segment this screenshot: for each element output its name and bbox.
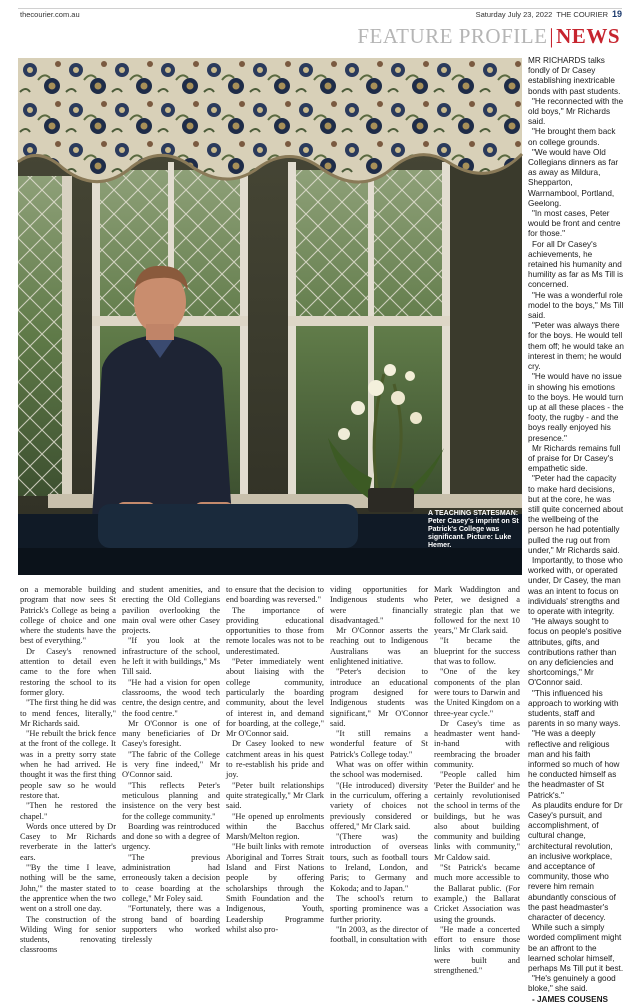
caption-head: A TEACHING STATESMAN: (428, 510, 519, 517)
byline: - JAMES COUSENS (532, 994, 608, 1004)
article-column-1 (20, 585, 116, 956)
section-divider: | (549, 24, 555, 48)
paragraph: The school's return to sporting prominence was a further priority. (330, 893, 428, 924)
paragraph: "(He introduced) diversity in the curriculum, offering a variety of choices not previously considered or offered," Mr Clark said. (330, 780, 428, 831)
photo-illustration (18, 58, 522, 575)
paragraph: "It still remains a wonderful feature of St Patrick's College today." (330, 729, 428, 759)
paragraph: What was on offer within the school was modernised. (330, 760, 428, 780)
paragraph: "Fortunately, there was a strong band of boarding supporters who worked tirelessly (122, 904, 220, 945)
paragraph: Boarding was reintroduced and done so with a degree of urgency. (122, 821, 220, 852)
paragraph: Mr O'Connor asserts the reaching out to Indigenous Australians was an enlightened initiative. (330, 626, 428, 667)
paragraph: As plaudits endure for Dr Casey's pursuit, and accomplishment, of cultural change, architectural revolution, an inclusive workplace, and acceptance of community, those who revere him remain abundantly conscious of the past headmaster's character of decency. (528, 800, 623, 923)
paragraph: "He was a wonderful role model to the boys," Ms Till said. (528, 290, 624, 321)
paragraph: "The first thing he did was to mend fences, literally," Mr Richards said. (20, 698, 116, 728)
section-name: NEWS (556, 24, 620, 48)
paragraph: Dr Casey's time as headmaster went hand-in-hand with reembracing the broader community. (434, 718, 520, 770)
paragraph: "He reconnected with the old boys," Mr Richards said. (528, 96, 624, 127)
dateline (476, 9, 622, 19)
paragraph: For all Dr Casey's achievements, he retained his humanity and humility as far as Ms Till is concerned. (528, 239, 624, 290)
paragraph: "Peter's decision to introduce an educational program designed for Indigenous students was significant," Mr O'Connor said. (330, 667, 428, 728)
paragraph: viding opportunities for Indigenous students who were financially disadvantaged." (330, 585, 428, 625)
paragraph: "He was a deeply reflective and religious man and his faith informed so much of how he conducted himself as the headmaster of St Patrick's." (528, 729, 620, 800)
paragraph: "He opened up enrolments within the Bacchus Marsh/Melton region. (226, 811, 324, 842)
paragraph: "He's genuinely a good bloke," she said. (528, 974, 616, 994)
article-column-5 (434, 585, 520, 976)
feature-photo (18, 58, 522, 575)
article-column-4 (330, 585, 428, 945)
paragraph: "Peter had the capacity to make hard decisions, but at the core, he was still quite concerned about the wellbeing of the person he had potentially pulled the rug out from under," Mr Richards said. (528, 474, 624, 555)
paragraph: on a memorable building program that now sees St Patrick's College as being a college of choice and one where the students have the best of everything." (20, 585, 116, 646)
paragraph: Words once uttered by Dr Casey to Mr Richards reverberate in the latter's ears. (20, 821, 116, 862)
paragraph: "Peter immediately went about liaising with the college community, particularly the boarding community, about the level of interest in, and demand for boarding, at the college," Mr O'Connor said. (226, 657, 324, 739)
paragraph: While such a simply worded compliment might be an affront to the learned scholar himself, perhaps Ms Till put it best. (528, 923, 624, 974)
paragraph: "Peter built relationships quite strategically," Mr Clark said. (226, 780, 324, 811)
paragraph: "St Patrick's became much more accessible to the Ballarat public. (For example,) the Ballarat Cricket Association was using the grounds. (434, 863, 520, 924)
paragraph: Mr O'Connor is one of many beneficiaries of Dr Casey's foresight. (122, 718, 220, 749)
paragraph: "The fabric of the College is very fine indeed," Mr O'Connor said. (122, 749, 220, 780)
paragraph: "One of the key components of the plan were tours to Darwin and the United Kingdom on a three-year cycle." (434, 667, 520, 718)
paragraph: Dr Casey looked to new catchment areas in his quest to re-establish his pride and joy. (226, 739, 324, 780)
caption-body: Peter Casey's imprint on St Patrick's College was significant. Picture: Luke Hemer. (428, 518, 519, 550)
paragraph: MR RICHARDS talks fondly of Dr Casey establishing inextricable bonds with past students. (528, 56, 621, 96)
article-column-6 (528, 56, 624, 1005)
paragraph: to ensure that the decision to end boarding was reversed." (226, 585, 324, 605)
paper-name: THE COURIER (556, 10, 608, 19)
paragraph: Mr Richards remains full of praise for Dr Casey's empathetic side. (528, 443, 621, 474)
paragraph: Importantly, to those who worked with, or operated under, Dr Casey, the man was an intent to focus on individuals' strengths and to operate with integrity. (528, 555, 623, 616)
site-url: thecourier.com.au (20, 10, 80, 19)
paragraph: "This influenced his approach to working with students, staff and parents in so many ways. (528, 688, 621, 729)
photo-caption (428, 510, 524, 550)
section-title (357, 24, 620, 49)
paragraph: "He would have no issue in showing his emotions to the boys. He would turn up at all these places - the footy, the rugby - and the boys really enjoyed his presence." (528, 372, 624, 443)
paragraph: "In 2003, as the director of football, in consultation with (330, 924, 428, 945)
page-number: 19 (611, 9, 622, 19)
paragraph: "He always sought to focus on people's positive attributes, gifts, and contributions rather than on any deficiencies and shortcomings," Mr O'Connor said. (528, 617, 622, 688)
article-column-2 (122, 585, 220, 945)
paragraph: "(There was) the introduction of overseas tours, such as football tours to Ireland, London, and Paris; to Germany and Kokoda; and to Japan." (330, 832, 428, 893)
paragraph: "We would have Old Collegians dinners as far as away as Mildura, Shepparton, Warrnambool, Portland, Geelong. (528, 147, 619, 208)
paragraph: "'By the time I leave, nothing will be the same, John,'" the master stated to the apprentice when the two went on a stroll one day. (20, 863, 116, 914)
paragraph: "It became the blueprint for the success that was to follow. (434, 636, 520, 667)
paragraph: "Then he restored the chapel." (20, 801, 116, 821)
paragraph: "The previous administration had erroneously taken a decision to cease boarding at the college," Mr Foley said. (122, 852, 220, 903)
article-column-3 (226, 585, 324, 935)
paragraph: "Peter was always there for the boys. He would tell them off; he would take an interest in them; he would cry. (528, 321, 624, 372)
paragraph: "This reflects Peter's meticulous planning and insistence on the very best for the college community." (122, 780, 220, 821)
paragraph: "He brought them back on college grounds. (528, 127, 616, 147)
issue-date: Saturday July 23, 2022 (475, 10, 553, 19)
paragraph: The construction of the Wilding Wing for senior students, renovating classrooms (20, 914, 116, 955)
paragraph: "People called him 'Peter the Builder' and he certainly revolutionised the school in terms of the buildings, but he was also about building community and building links with community," Mr Caldow said. (434, 770, 520, 862)
paragraph: "If you look at the infrastructure of the school, he left it with buildings," Ms Till said. (122, 636, 220, 677)
paragraph: "He made a concerted effort to ensure those links with community were built and strengthened." (434, 924, 520, 975)
paragraph: Dr Casey's renowned attention to detail even came to the fore when restoring the school to its former glory. (20, 646, 116, 697)
paragraph: "He had a vision for open classrooms, the wood tech centre, the design centre, and the food centre." (122, 677, 220, 718)
paragraph: The importance of providing educational opportunities to those from remote locales was not to be underestimated. (226, 605, 324, 656)
paragraph: "He rebuilt the brick fence at the front of the college. It was in a pretty sorry state when he had arrived. He thought it was the first thing people saw so he would restore that. (20, 729, 116, 800)
paragraph: Mark Waddington and Peter, we designed a strategic plan that we followed for the next 10 years," Mr Clark said. (434, 585, 520, 636)
paragraph: and student amenities, and erecting the Old Collegians pavilion overlooking the main oval were other Casey projects. (122, 585, 220, 636)
paragraph: "He built links with remote Aboriginal and Torres Strait Island and First Nations people by offering scholarships through the Smith Foundation and the Indigenous, Youth, Leadership Programme whilst also pro- (226, 842, 324, 934)
section-label: FEATURE PROFILE (357, 24, 548, 48)
paragraph: "In most cases, Peter would be front and centre for those." (528, 209, 621, 239)
